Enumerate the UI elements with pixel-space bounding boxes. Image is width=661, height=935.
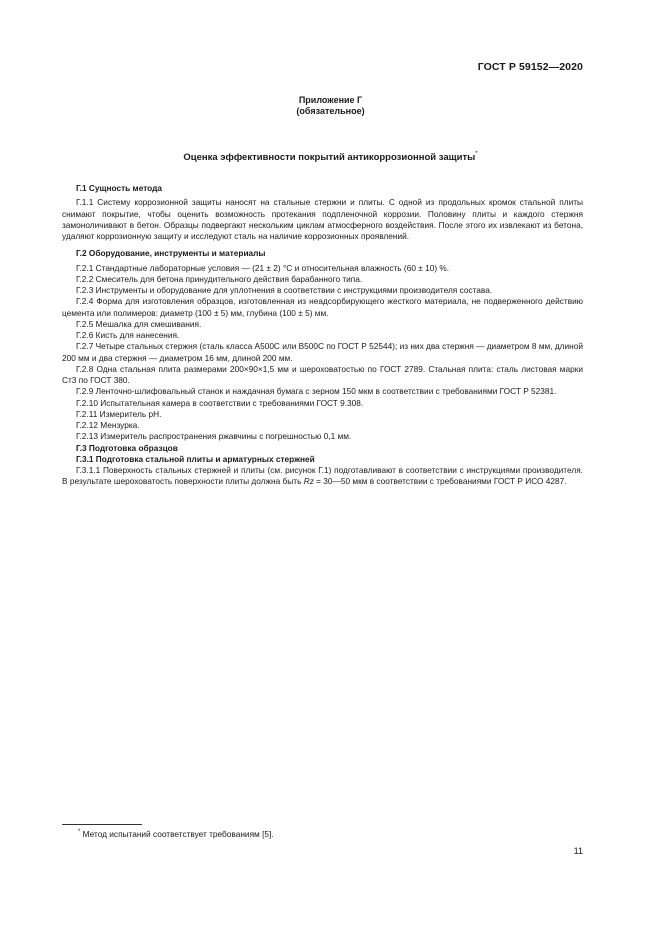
section-heading-g2: Г.2 Оборудование, инструменты и материалы xyxy=(76,248,266,259)
list-item: Г.2.3 Инструменты и оборудование для уплотнения в соответствии с инструкциями производителя состава. xyxy=(76,285,493,295)
annex-title: Приложение Г xyxy=(298,95,363,105)
list-item: Г.2.10 Испытательная камера в соответствии с требованиями ГОСТ 9.308. xyxy=(76,397,364,408)
roughness-symbol: Rz xyxy=(303,476,314,487)
standard-designation: ГОСТ Р 59152—2020 xyxy=(477,61,583,73)
section-heading-g1: Г.1 Сущность метода xyxy=(76,183,162,193)
footnote-reference: * xyxy=(475,151,478,157)
list-item: Г.2.2 Смеситель для бетона принудительного действия барабанного типа. xyxy=(76,273,363,284)
list-item: Г.2.7 Четыре стальных стержня (сталь класса А500С или В500С по ГОСТ Р 52544); из них два стержня — диаметром 8 мм, длиной 200 мм и два стержня — диаметром 16 мм, длиной 200 мм. xyxy=(62,341,583,363)
page-number: 11 xyxy=(573,846,583,856)
footnote-mark: * xyxy=(78,829,81,836)
list-item: Г.2.12 Мензурка. xyxy=(76,420,140,430)
paragraph-g1-1: Г.1.1 Систему коррозионной защиты наносят на стальные стержни и плиты. С одной из продольных кромок стальной плиты снимают покрытие, чтобы оценить возможность протекания подпленочной коррозии. Половину плиты и каждого стержня замоноличивают в бетон. Образцы подвергают нескольким циклам атмосферного воздействия. После этого их извлекают из бетона, удаляют коррозионную защиту и исследуют сталь на наличие коррозионных проявлений. xyxy=(62,197,583,241)
paragraph-g3-1-1 xyxy=(62,465,583,488)
footnote-text: Метод испытаний соответствует требованиям [5]. xyxy=(82,829,274,839)
document-body xyxy=(62,183,583,488)
list-item: Г.2.8 Одна стальная плита размерами 200×90×1,5 мм и шероховатостью по ГОСТ 2789. Стальная плита: сталь листовая марки Ст3 по ГОСТ 380. xyxy=(62,363,583,385)
list-item: Г.2.11 Измеритель рН. xyxy=(76,408,162,419)
list-item: Г.2.13 Измеритель распространения ржавчины с погрешностью 0,1 мм. xyxy=(76,431,352,442)
paragraph-text: = 30—50 мкм в соответствии с требованиями ГОСТ Р ИСО 4287. xyxy=(313,476,567,487)
document-title xyxy=(0,152,661,163)
list-item: Г.2.5 Мешалка для смешивания. xyxy=(76,318,202,329)
document-title-text: Оценка эффективности покрытий антикоррозионной защиты xyxy=(183,152,476,164)
subsection-heading-g3-1: Г.3.1 Подготовка стальной плиты и арматурных стержней xyxy=(76,453,315,464)
footnote-separator xyxy=(62,824,142,825)
annex-status: (обязательное) xyxy=(296,106,365,116)
list-item: Г.2.1 Стандартные лабораторные условия — (21 ± 2) °С и относительная влажность (60 ± 10) %. xyxy=(76,262,450,273)
paragraph-text: Г.3.1.1 Поверхность стальных стержней и плиты (см. рисунок Г.1) подготавливают в соответствии с инструкциями производителя. В результате шероховатость поверхности плиты должна быть xyxy=(62,465,583,487)
footnote xyxy=(78,829,274,839)
section-heading-g3: Г.3 Подготовка образцов xyxy=(76,442,178,453)
list-item: Г.2.9 Ленточно-шлифовальный станок и наждачная бумага с зерном 150 мкм в соответствии с требованиями ГОСТ Р 52381. xyxy=(76,386,557,397)
list-item: Г.2.4 Форма для изготовления образцов, изготовленная из неадсорбирующего жесткого материала, не подверженного действию цемента или полимеров: диаметр (100 ± 5) мм, глубина (100 ± 5) мм. xyxy=(62,296,583,318)
list-item: Г.2.6 Кисть для нанесения. xyxy=(76,330,180,340)
